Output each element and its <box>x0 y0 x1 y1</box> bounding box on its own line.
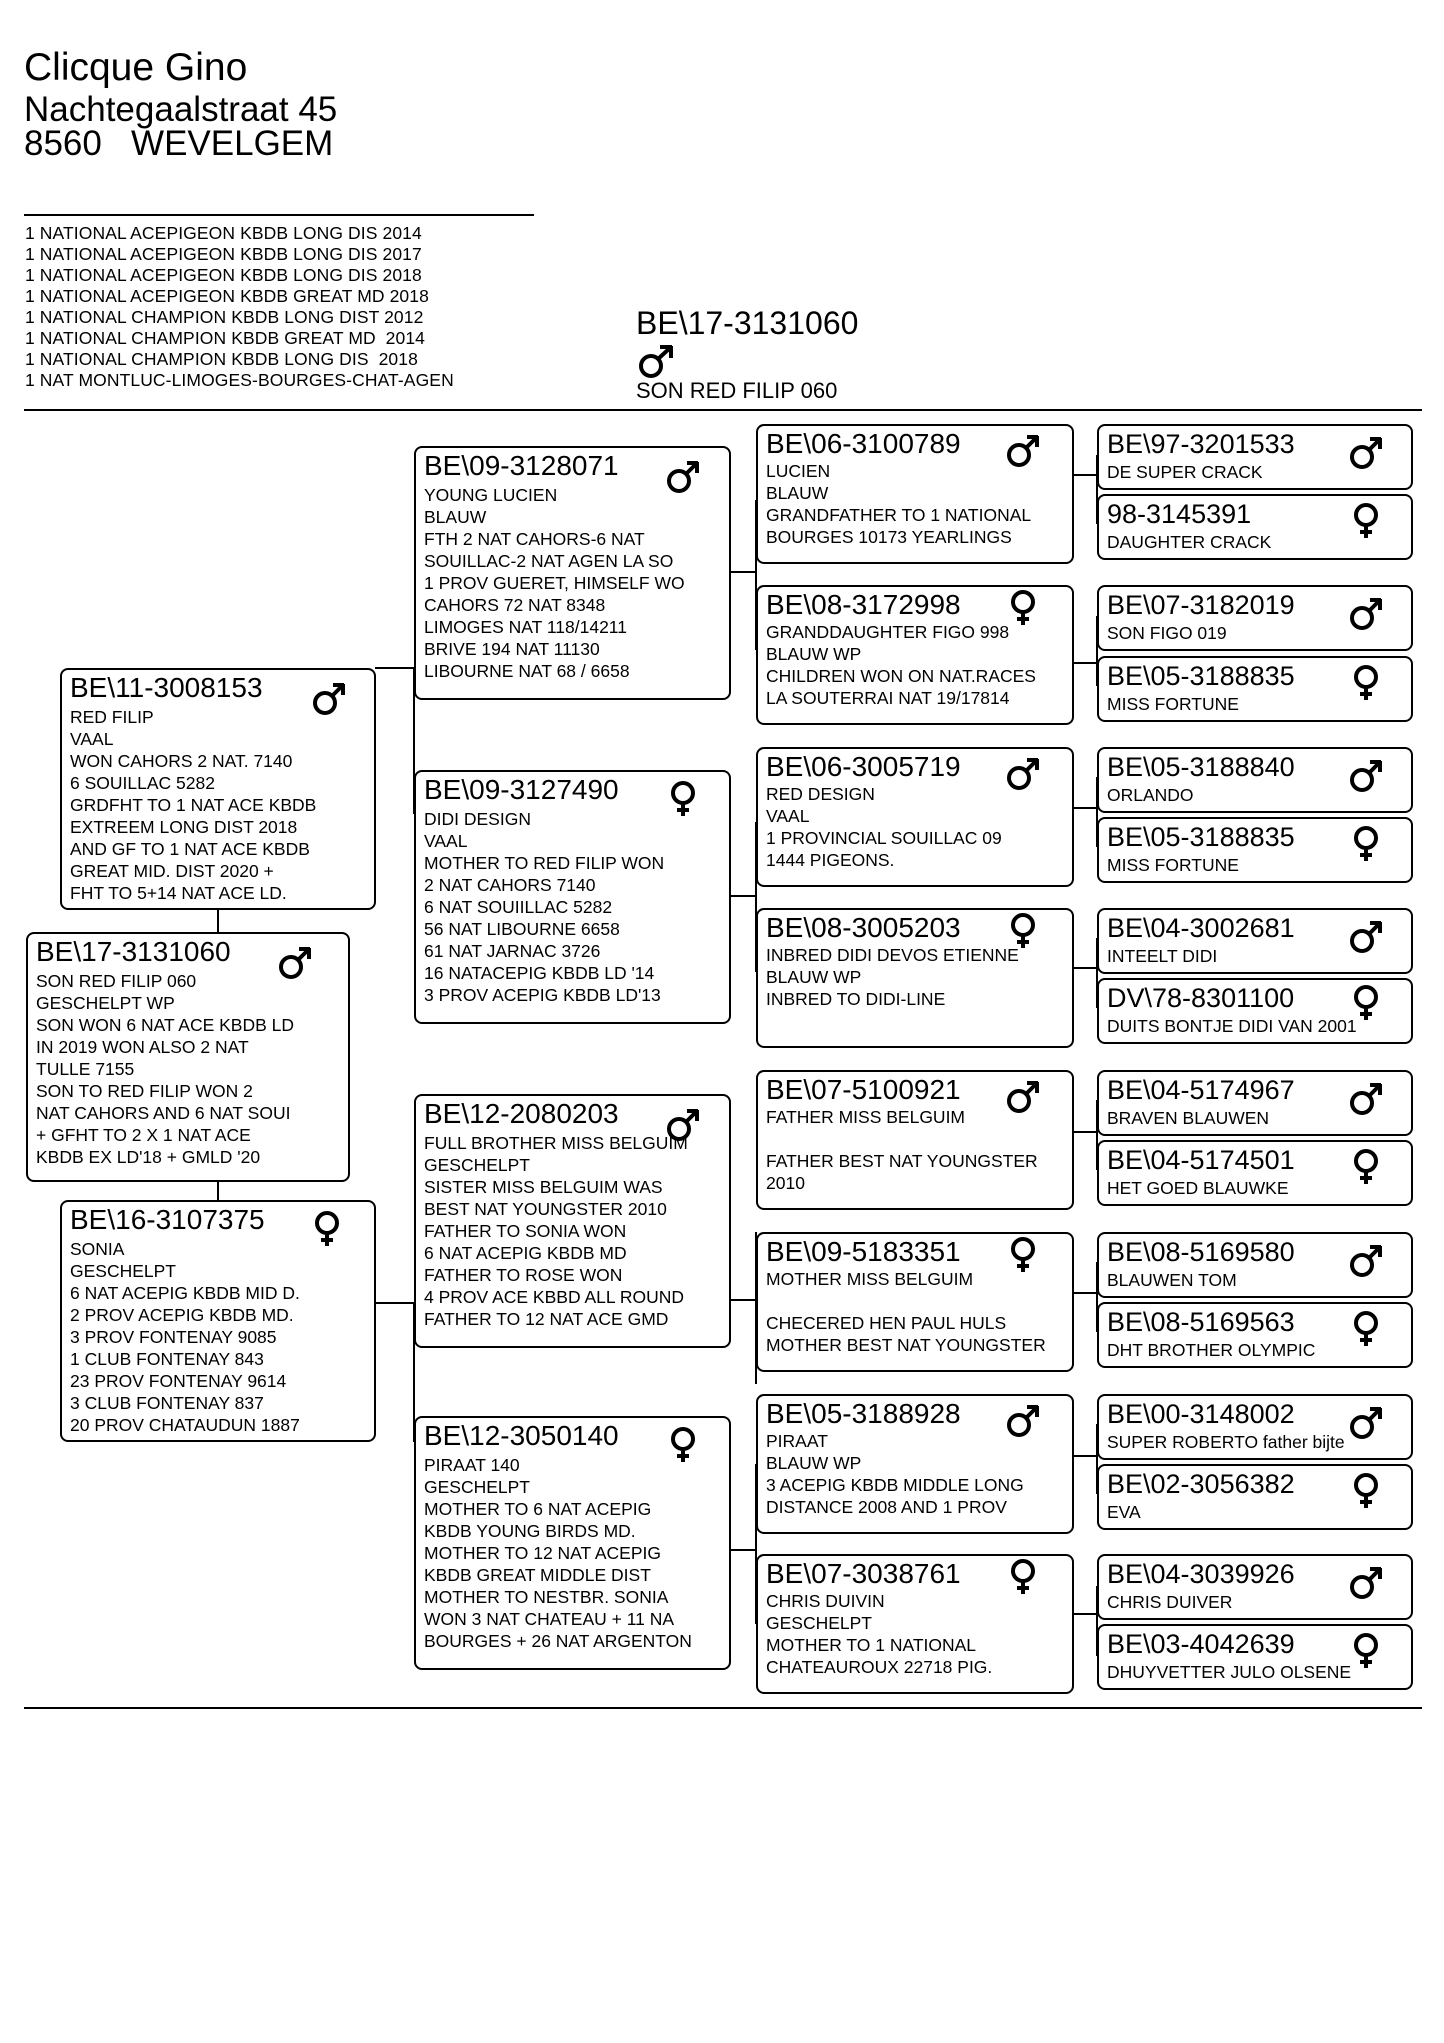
info-line: BLAUW WP <box>766 644 862 664</box>
info-line: 2 PROV ACEPIG KBDB MD. <box>70 1305 294 1325</box>
info-line: GESCHELPT <box>424 1155 530 1175</box>
female-symbol-icon <box>1349 1632 1383 1670</box>
achievement-item: 1 NATIONAL CHAMPION KBDB LONG DIST 2012 <box>25 307 424 327</box>
info-line: HET GOED BLAUWKE <box>1107 1178 1289 1198</box>
female-symbol-icon <box>1349 825 1383 863</box>
info-line: PIRAAT <box>766 1431 828 1451</box>
info-line: BLAUWEN TOM <box>1107 1270 1237 1290</box>
info-line: 1 CLUB FONTENAY 843 <box>70 1349 264 1369</box>
pedigree-card-gen3-sds[interactable] <box>756 747 1074 887</box>
pedigree-card-gen4-ddsd[interactable] <box>1097 1464 1413 1530</box>
info-line: CHATEAUROUX 22718 PIG. <box>766 1657 993 1677</box>
pedigree-card-gen4-ddds[interactable] <box>1097 1554 1413 1620</box>
info-line: DIDI DESIGN <box>424 809 531 829</box>
female-symbol-icon <box>1349 664 1383 702</box>
info-line <box>766 1290 1046 1312</box>
info-line: SUPER ROBERTO father bijte <box>1107 1432 1345 1452</box>
achievement-item: 1 NATIONAL ACEPIGEON KBDB LONG DIS 2017 <box>25 244 422 264</box>
achievement-item: 1 NAT MONTLUC-LIMOGES-BOURGES-CHAT-AGEN <box>25 370 454 390</box>
info-line: TULLE 7155 <box>36 1059 135 1079</box>
info-line: MOTHER MISS BELGUIM <box>766 1269 974 1289</box>
info-line: 20 PROV CHATAUDUN 1887 <box>70 1415 300 1435</box>
info-line: GRANDDAUGHTER FIGO 998 <box>766 622 1010 642</box>
pedigree-card-sire[interactable] <box>60 668 376 910</box>
pedigree-card-gen4-dssd[interactable] <box>1097 1140 1413 1206</box>
info-line: MISS FORTUNE <box>1107 694 1239 714</box>
achievement-item: 1 NATIONAL ACEPIGEON KBDB LONG DIS 2018 <box>25 265 422 285</box>
male-symbol-icon <box>1349 1564 1383 1602</box>
info-line: 6 NAT SOUIILLAC 5282 <box>424 897 613 917</box>
info-line: IN 2019 WON ALSO 2 NAT <box>36 1037 249 1057</box>
info-line: DHT BROTHER OLYMPIC <box>1107 1340 1316 1360</box>
info-line: INBRED DIDI DEVOS ETIENNE <box>766 945 1019 965</box>
ring-number: BE\00-3148002 <box>1107 1399 1295 1429</box>
info-line: CHRIS DUIVIN <box>766 1591 885 1611</box>
info-line: SON FIGO 019 <box>1107 623 1227 643</box>
owner-street: Nachtegaalstraat 45 <box>24 90 338 129</box>
info-line: FATHER TO SONIA WON <box>424 1221 627 1241</box>
info-line: BOURGES + 26 NAT ARGENTON <box>424 1631 692 1651</box>
info-line: VAAL <box>424 831 468 851</box>
pedigree-card-gen3-ssd[interactable] <box>756 585 1074 725</box>
info-line: 16 NATACEPIG KBDB LD '14 <box>424 963 655 983</box>
ring-number: BE\04-3039926 <box>1107 1559 1295 1589</box>
info-line: NAT CAHORS AND 6 NAT SOUI <box>36 1103 291 1123</box>
info-line: CHILDREN WON ON NAT.RACES <box>766 666 1036 686</box>
male-symbol-icon <box>312 680 346 718</box>
female-symbol-icon <box>1349 502 1383 540</box>
ring-number: DV\78-8301100 <box>1107 983 1295 1013</box>
info-line: BLAUW <box>424 507 487 527</box>
info-line: RED DESIGN <box>766 784 875 804</box>
info-line: 3 PROV FONTENAY 9085 <box>70 1327 277 1347</box>
ring-number: BE\03-4042639 <box>1107 1629 1295 1659</box>
pedigree-card-gen4-sddd[interactable] <box>1097 978 1413 1044</box>
info-line: FATHER TO ROSE WON <box>424 1265 623 1285</box>
info-line: 1444 PIGEONS. <box>766 850 895 870</box>
pedigree-bottom-divider <box>24 1707 1422 1709</box>
ring-number: BE\09-3127490 <box>424 774 619 805</box>
info-line: LA SOUTERRAI NAT 19/17814 <box>766 688 1010 708</box>
pedigree-card-gen4-dsds[interactable] <box>1097 1232 1413 1298</box>
info-line: 1 PROVINCIAL SOUILLAC 09 <box>766 828 1002 848</box>
info-line: KBDB YOUNG BIRDS MD. <box>424 1521 636 1541</box>
ring-number: BE\05-3188835 <box>1107 661 1295 691</box>
male-symbol-icon <box>1349 918 1383 956</box>
pedigree-card-gen4-ddss[interactable] <box>1097 1394 1413 1460</box>
info-line: MOTHER TO 12 NAT ACEPIG <box>424 1543 661 1563</box>
info-line: BEST NAT YOUNGSTER 2010 <box>424 1199 667 1219</box>
male-symbol-icon <box>1006 755 1040 793</box>
info-line: INTEELT DIDI <box>1107 946 1218 966</box>
info-line: MOTHER TO RED FILIP WON <box>424 853 665 873</box>
pedigree-card-gen3-sdd[interactable] <box>756 908 1074 1048</box>
info-line: WON CAHORS 2 NAT. 7140 <box>70 751 293 771</box>
info-line: SON TO RED FILIP WON 2 <box>36 1081 253 1101</box>
pedigree-card-gen4-dsss[interactable] <box>1097 1070 1413 1136</box>
info-line: LUCIEN <box>766 461 831 481</box>
pedigree-card-gen4-sdds[interactable] <box>1097 908 1413 974</box>
info-line: PIRAAT 140 <box>424 1455 520 1475</box>
info-line: MOTHER TO 1 NATIONAL <box>766 1635 977 1655</box>
pedigree-card-gen3-dsd[interactable] <box>756 1232 1074 1372</box>
info-line: ORLANDO <box>1107 785 1194 805</box>
pedigree-card-gen4-ssds[interactable] <box>1097 585 1413 651</box>
info-line: GESCHELPT <box>70 1261 176 1281</box>
pedigree-card-gen3-dds[interactable] <box>756 1394 1074 1534</box>
pedigree-card-gen3-dss[interactable] <box>756 1070 1074 1210</box>
info-line: SON WON 6 NAT ACE KBDB LD <box>36 1015 295 1035</box>
male-symbol-icon <box>1349 434 1383 472</box>
info-line: BLAUW WP <box>766 967 862 987</box>
info-line: 4 PROV ACE KBBD ALL ROUND <box>424 1287 684 1307</box>
ring-number: BE\09-3128071 <box>424 450 619 481</box>
info-line: KBDB GREAT MIDDLE DIST <box>424 1565 651 1585</box>
ring-number: BE\05-3188840 <box>1107 752 1295 782</box>
info-line: VAAL <box>766 806 810 826</box>
ring-number: BE\09-5183351 <box>766 1236 961 1267</box>
info-line: RED FILIP <box>70 707 154 727</box>
owner-name: Clicque Gino <box>24 46 248 89</box>
info-line: 6 NAT ACEPIG KBDB MD <box>424 1243 627 1263</box>
info-line: 3 PROV ACEPIG KBDB LD'13 <box>424 985 661 1005</box>
info-line: CHECERED HEN PAUL HULS <box>766 1313 1007 1333</box>
ring-number: BE\12-2080203 <box>424 1098 619 1129</box>
pedigree-card-gen3-sss[interactable] <box>756 424 1074 564</box>
male-symbol-icon <box>1349 595 1383 633</box>
info-line: 61 NAT JARNAC 3726 <box>424 941 601 961</box>
info-line: YOUNG LUCIEN <box>424 485 558 505</box>
pedigree-card-sire-sire[interactable] <box>414 446 731 700</box>
info-line: INBRED TO DIDI-LINE <box>766 989 946 1009</box>
info-line: FATHER MISS BELGUIM <box>766 1107 966 1127</box>
info-line: BOURGES 10173 YEARLINGS <box>766 527 1012 547</box>
ring-number: BE\17-3131060 <box>36 936 231 967</box>
info-line: MISS FORTUNE <box>1107 855 1239 875</box>
info-line: DAUGHTER CRACK <box>1107 532 1272 552</box>
info-line: MOTHER BEST NAT YOUNGSTER <box>766 1335 1046 1355</box>
male-symbol-icon <box>1349 757 1383 795</box>
info-line: BLAUW <box>766 483 829 503</box>
achievement-item: 1 NATIONAL CHAMPION KBDB GREAT MD 2014 <box>25 328 426 348</box>
pedigree-card-dam[interactable] <box>60 1200 376 1442</box>
info-line: LIMOGES NAT 118/14211 <box>424 617 627 637</box>
ring-number: BE\04-5174501 <box>1107 1145 1295 1175</box>
ring-number: BE\07-3182019 <box>1107 590 1295 620</box>
pedigree-card-dam-dam[interactable] <box>414 1416 731 1670</box>
ring-number: BE\06-3005719 <box>766 751 961 782</box>
info-line: DISTANCE 2008 AND 1 PROV <box>766 1497 1007 1517</box>
pedigree-card-gen4-ssss[interactable] <box>1097 424 1413 490</box>
info-line: SONIA <box>70 1239 125 1259</box>
ring-number: BE\12-3050140 <box>424 1420 619 1451</box>
female-symbol-icon <box>1349 1310 1383 1348</box>
info-line: LIBOURNE NAT 68 / 6658 <box>424 661 630 681</box>
info-line: 2010 <box>766 1173 805 1193</box>
pedigree-card-gen4-sdss[interactable] <box>1097 747 1413 813</box>
info-line: 6 NAT ACEPIG KBDB MID D. <box>70 1283 300 1303</box>
female-symbol-icon <box>1006 1558 1040 1596</box>
pedigree-card-sire-dam[interactable] <box>414 770 731 1024</box>
ring-number: BE\07-5100921 <box>766 1074 961 1105</box>
info-line: BLAUW WP <box>766 1453 862 1473</box>
info-line: 3 CLUB FONTENAY 837 <box>70 1393 264 1413</box>
ring-number: BE\04-3002681 <box>1107 913 1295 943</box>
ring-number: BE\16-3107375 <box>70 1204 265 1235</box>
info-line: BRIVE 194 NAT 11130 <box>424 639 600 659</box>
info-line: CAHORS 72 NAT 8348 <box>424 595 606 615</box>
info-line: MOTHER TO NESTBR. SONIA <box>424 1587 669 1607</box>
achievement-item: 1 NATIONAL ACEPIGEON KBDB GREAT MD 2018 <box>25 286 429 306</box>
ring-number: BE\05-3188928 <box>766 1398 961 1429</box>
info-line: FTH 2 NAT CAHORS-6 NAT <box>424 529 645 549</box>
info-line: EXTREEM LONG DIST 2018 <box>70 817 298 837</box>
ring-number: 98-3145391 <box>1107 499 1252 529</box>
info-line: GESCHELPT <box>424 1477 530 1497</box>
ring-number: BE\07-3038761 <box>766 1558 961 1589</box>
male-symbol-icon <box>1349 1080 1383 1118</box>
info-line: MOTHER TO 6 NAT ACEPIG <box>424 1499 652 1519</box>
info-line: 6 SOUILLAC 5282 <box>70 773 215 793</box>
pedigree-card-gen4-sdsd[interactable] <box>1097 817 1413 883</box>
info-line: WON 3 NAT CHATEAU + 11 NA <box>424 1609 675 1629</box>
info-line: FATHER TO 12 NAT ACE GMD <box>424 1309 669 1329</box>
pedigree-card-gen4-ssdd[interactable] <box>1097 656 1413 722</box>
info-line: GREAT MID. DIST 2020 + <box>70 861 274 881</box>
ring-number: BE\08-5169580 <box>1107 1237 1295 1267</box>
ring-number: BE\08-3172998 <box>766 589 961 620</box>
info-line: CHRIS DUIVER <box>1107 1592 1233 1612</box>
pedigree-card-gen4-sssd[interactable] <box>1097 494 1413 560</box>
owner-city: 8560 WEVELGEM <box>24 124 334 163</box>
female-symbol-icon <box>310 1210 344 1248</box>
subject-name: SON RED FILIP 060 <box>636 378 838 403</box>
info-line: GESCHELPT <box>766 1613 872 1633</box>
info-line: SOUILLAC-2 NAT AGEN LA SO <box>424 551 674 571</box>
info-line: VAAL <box>70 729 114 749</box>
info-line: 2 NAT CAHORS 7140 <box>424 875 596 895</box>
info-line: EVA <box>1107 1502 1141 1522</box>
pedigree-card-gen3-ddd[interactable] <box>756 1554 1074 1694</box>
male-symbol-icon <box>1349 1242 1383 1280</box>
pedigree-card-dam-sire[interactable] <box>414 1094 731 1348</box>
female-symbol-icon <box>1349 1472 1383 1510</box>
info-line: FATHER BEST NAT YOUNGSTER <box>766 1151 1038 1171</box>
pedigree-card-subject[interactable] <box>26 932 350 1182</box>
ring-number: BE\08-5169563 <box>1107 1307 1295 1337</box>
female-symbol-icon <box>1349 1148 1383 1186</box>
pedigree-card-gen4-dsdd[interactable] <box>1097 1302 1413 1368</box>
ring-number: BE\11-3008153 <box>70 672 263 703</box>
info-line: AND GF TO 1 NAT ACE KBDB <box>70 839 310 859</box>
info-line: 1 PROV GUERET, HIMSELF WO <box>424 573 685 593</box>
info-line: SISTER MISS BELGUIM WAS <box>424 1177 663 1197</box>
ring-number: BE\05-3188835 <box>1107 822 1295 852</box>
achievement-item: 1 NATIONAL ACEPIGEON KBDB LONG DIS 2014 <box>25 223 422 243</box>
ring-number: BE\97-3201533 <box>1107 429 1295 459</box>
female-symbol-icon <box>666 780 700 818</box>
ring-number: BE\04-5174967 <box>1107 1075 1295 1105</box>
achievement-item: 1 NATIONAL CHAMPION KBDB LONG DIS 2018 <box>25 349 418 369</box>
info-line: 56 NAT LIBOURNE 6658 <box>424 919 620 939</box>
info-line: GESCHELPT WP <box>36 993 175 1013</box>
info-line: BRAVEN BLAUWEN <box>1107 1108 1270 1128</box>
male-symbol-icon <box>1349 1404 1383 1442</box>
subject-ring-number: BE\17-3131060 <box>636 305 859 341</box>
info-line: GRANDFATHER TO 1 NATIONAL <box>766 505 1032 525</box>
ring-number: BE\02-3056382 <box>1107 1469 1295 1499</box>
info-line: FULL BROTHER MISS BELGUIM <box>424 1133 688 1153</box>
info-line: SON RED FILIP 060 <box>36 971 197 991</box>
info-line: 23 PROV FONTENAY 9614 <box>70 1371 287 1391</box>
info-line: KBDB EX LD'18 + GMLD '20 <box>36 1147 261 1167</box>
pedigree-card-gen4-dddd[interactable] <box>1097 1624 1413 1690</box>
info-line: DHUYVETTER JULO OLSENE <box>1107 1662 1352 1682</box>
info-line: DUITS BONTJE DIDI VAN 2001 <box>1107 1016 1357 1036</box>
info-line: DE SUPER CRACK <box>1107 462 1263 482</box>
info-line: + GFHT TO 2 X 1 NAT ACE <box>36 1125 251 1145</box>
info-line: 3 ACEPIG KBDB MIDDLE LONG <box>766 1475 1024 1495</box>
ring-number: BE\08-3005203 <box>766 912 961 943</box>
info-line <box>766 1128 1038 1150</box>
ring-number: BE\06-3100789 <box>766 428 961 459</box>
info-line: FHT TO 5+14 NAT ACE LD. <box>70 883 287 903</box>
info-line: GRDFHT TO 1 NAT ACE KBDB <box>70 795 317 815</box>
